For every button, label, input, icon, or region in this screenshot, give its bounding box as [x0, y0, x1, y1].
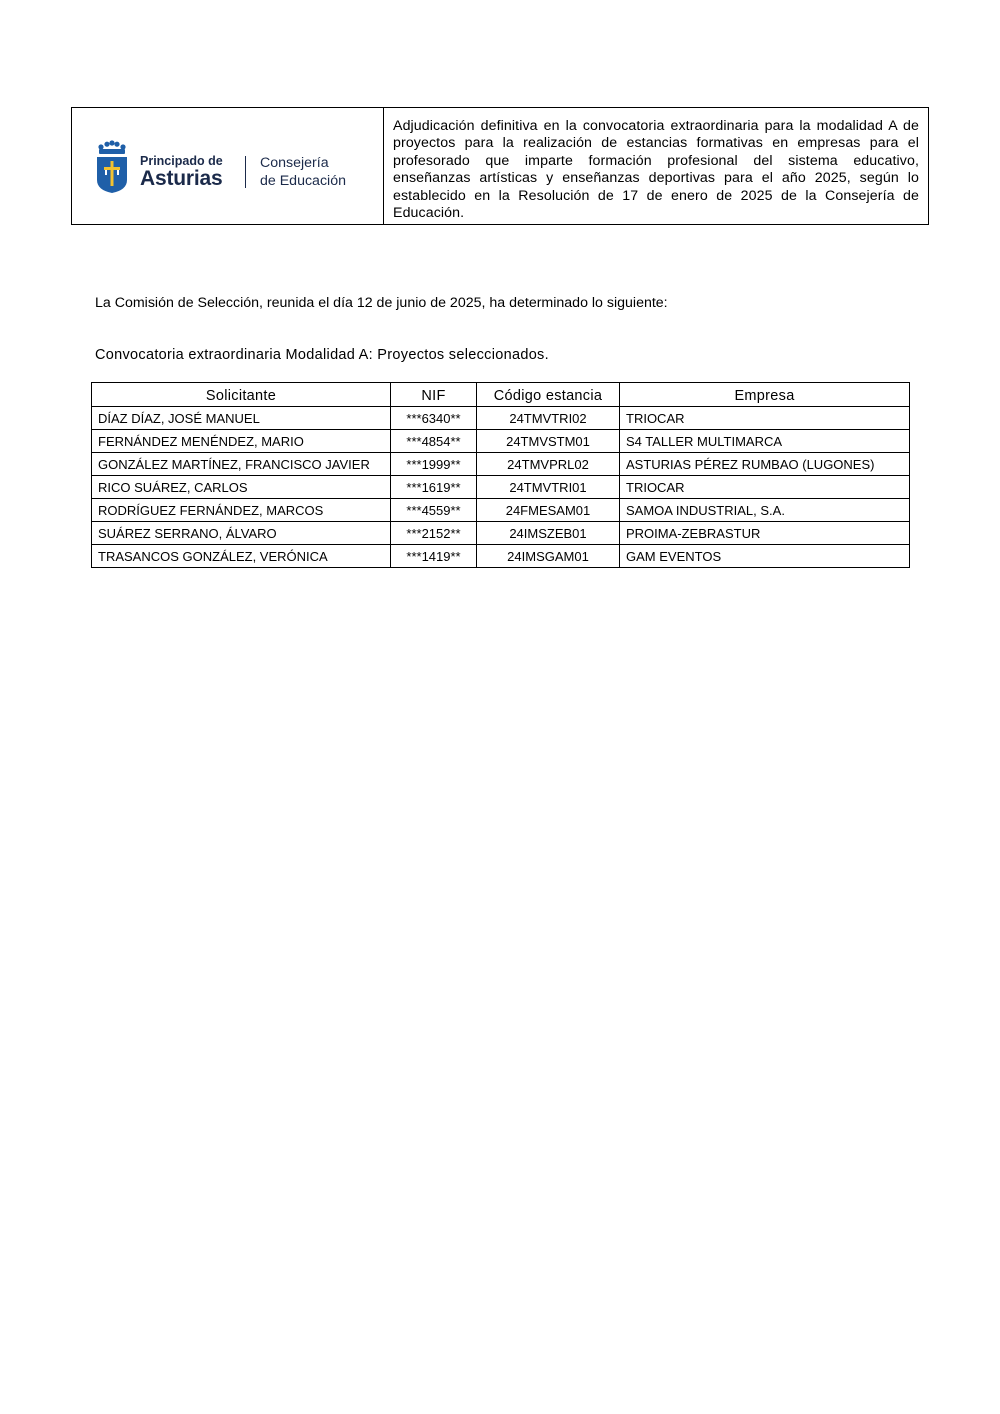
cell-empresa: GAM EVENTOS	[620, 545, 910, 568]
section-subtitle: Convocatoria extraordinaria Modalidad A: Proyectos seleccionados.	[95, 347, 549, 363]
table-row	[92, 476, 910, 499]
table-row	[92, 453, 910, 476]
table-row	[92, 430, 910, 453]
table-row	[92, 522, 910, 545]
cell-solicitante: SUÁREZ SERRANO, ÁLVARO	[92, 522, 391, 545]
department-name	[260, 155, 346, 190]
cell-nif: ***6340**	[391, 407, 477, 430]
cell-empresa: SAMOA INDUSTRIAL, S.A.	[620, 499, 910, 522]
asturias-crest-icon	[96, 140, 128, 194]
cell-codigo: 24FMESAM01	[477, 499, 620, 522]
cell-nif: ***1999**	[391, 453, 477, 476]
cell-nif: ***4854**	[391, 430, 477, 453]
department-line1: Consejería	[260, 155, 329, 171]
cell-solicitante: TRASANCOS GONZÁLEZ, VERÓNICA	[92, 545, 391, 568]
logo-divider	[245, 156, 246, 188]
intro-text: La Comisión de Selección, reunida el día 12 de junio de 2025, ha determinado lo siguiente:	[95, 295, 668, 311]
cell-codigo: 24TMVPRL02	[477, 453, 620, 476]
cell-solicitante: GONZÁLEZ MARTÍNEZ, FRANCISCO JAVIER	[92, 453, 391, 476]
results-table	[91, 382, 910, 568]
header-empresa: Empresa	[620, 383, 910, 407]
cell-nif: ***1419**	[391, 545, 477, 568]
cell-solicitante: FERNÁNDEZ MENÉNDEZ, MARIO	[92, 430, 391, 453]
document-header	[71, 107, 929, 225]
cell-nif: ***4559**	[391, 499, 477, 522]
cell-codigo: 24IMSZEB01	[477, 522, 620, 545]
cell-solicitante: RODRÍGUEZ FERNÁNDEZ, MARCOS	[92, 499, 391, 522]
cell-codigo: 24TMVTRI01	[477, 476, 620, 499]
document-title: Adjudicación definitiva en la convocatoria extraordinaria para la modalidad A de proyectos para la realización de estancias formativas en empresas para el profesorado que imparte formación profesional del sistema educativo, enseñanzas artísticas y enseñanzas deportivas para el año 2025, según lo establecido en la Resolución de 17 de enero de 2025 de la Consejería de Educación.	[393, 118, 919, 222]
cell-empresa: TRIOCAR	[620, 476, 910, 499]
cell-solicitante: DÍAZ DÍAZ, JOSÉ MANUEL	[92, 407, 391, 430]
table-row	[92, 545, 910, 568]
cell-empresa: S4 TALLER MULTIMARCA	[620, 430, 910, 453]
header-nif: NIF	[391, 383, 477, 407]
cell-codigo: 24IMSGAM01	[477, 545, 620, 568]
cell-codigo: 24TMVSTM01	[477, 430, 620, 453]
logo-wordmark	[140, 154, 234, 190]
table-header-row	[92, 383, 910, 407]
cell-nif: ***1619**	[391, 476, 477, 499]
department-line2: de Educación	[260, 172, 346, 189]
cell-solicitante: RICO SUÁREZ, CARLOS	[92, 476, 391, 499]
table-row	[92, 407, 910, 430]
table-row	[92, 499, 910, 522]
cell-empresa: TRIOCAR	[620, 407, 910, 430]
logo-line2: Asturias	[140, 167, 223, 190]
logo-block	[72, 108, 384, 224]
logo-line1: Principado de	[140, 154, 223, 168]
header-solicitante: Solicitante	[92, 383, 391, 407]
cell-empresa: ASTURIAS PÉREZ RUMBAO (LUGONES)	[620, 453, 910, 476]
cell-empresa: PROIMA-ZEBRASTUR	[620, 522, 910, 545]
cell-nif: ***2152**	[391, 522, 477, 545]
cell-codigo: 24TMVTRI02	[477, 407, 620, 430]
header-codigo: Código estancia	[477, 383, 620, 407]
